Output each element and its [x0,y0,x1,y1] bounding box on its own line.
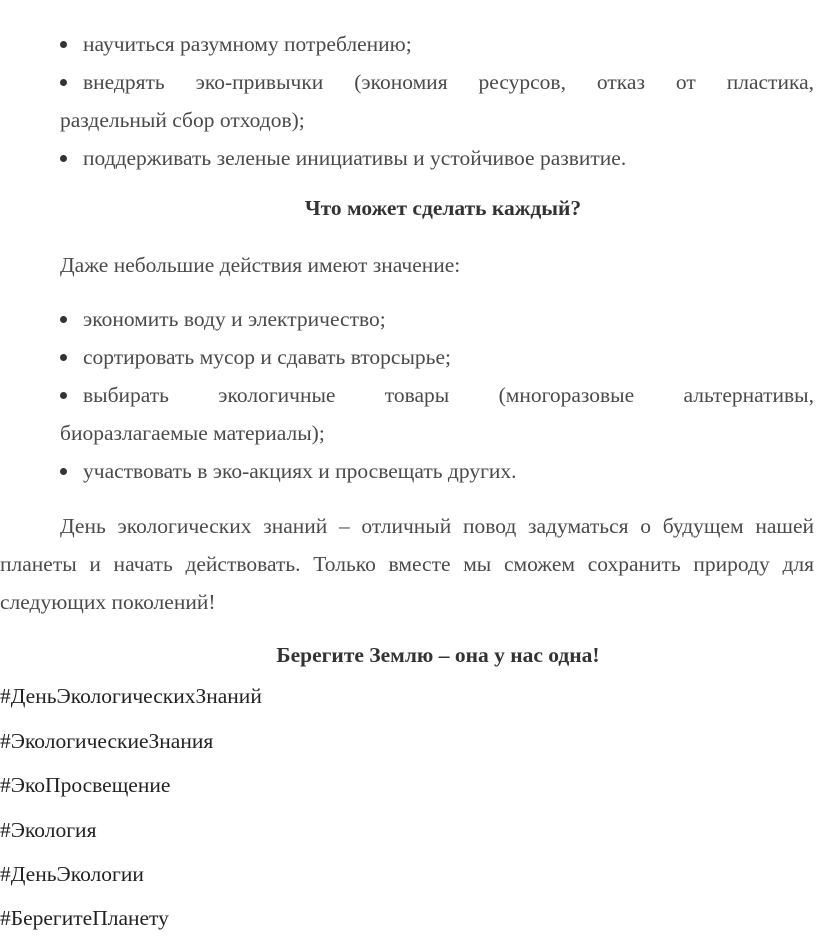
bullet-icon [60,41,67,48]
hashtag: #ЭкоПросвещение [0,773,171,797]
bullet-icon [60,155,67,162]
closing-paragraph: День экологических знаний – отличный повод задуматься о будущем нашей планеты и начать действовать. Только вместе мы сможем сохранить природу для следующих поколений! [0,514,814,614]
list-item [60,338,814,376]
list-item-text: поддерживать зеленые инициативы и устойчивое развитие. [83,146,627,170]
list-item-text: сортировать мусор и сдавать вторсырье; [83,345,451,369]
list-item-continuation: раздельный сбор отходов); [60,108,305,132]
list-item-text: участвовать в эко-акциях и просвещать других. [83,459,517,483]
list-item [60,139,814,177]
hashtag: #Экология [0,818,97,842]
list-item [60,63,814,101]
list-item-text: научиться разумному потреблению; [83,32,412,56]
list-item [60,452,814,490]
list-item-text: экономить воду и электричество; [83,307,386,331]
list-item [60,300,814,338]
list-item [60,376,814,414]
hashtag: #ЭкологическиеЗнания [0,729,214,753]
list-item [60,25,814,63]
bullet-icon [60,468,67,475]
list-item-continuation: биоразлагаемые материалы); [60,421,325,445]
bullet-icon [60,392,67,399]
section-heading: Что может сделать каждый? [304,196,582,220]
bullet-icon [60,79,67,86]
hashtag: #БерегитеПланету [0,906,169,930]
list-item-text: выбирать экологичные товары (многоразовые альтернативы, [83,383,814,407]
bullet-icon [60,354,67,361]
intro-text: Даже небольшие действия имеют значение: [60,253,461,277]
hashtag: #ДеньЭкологическихЗнаний [0,684,262,708]
bullet-icon [60,316,67,323]
hashtag: #ДеньЭкологии [0,862,144,886]
list-item-text: внедрять эко-привычки (экономия ресурсов, отказ от пластика, [83,70,814,94]
slogan-heading: Берегите Землю – она у нас одна! [276,643,600,667]
